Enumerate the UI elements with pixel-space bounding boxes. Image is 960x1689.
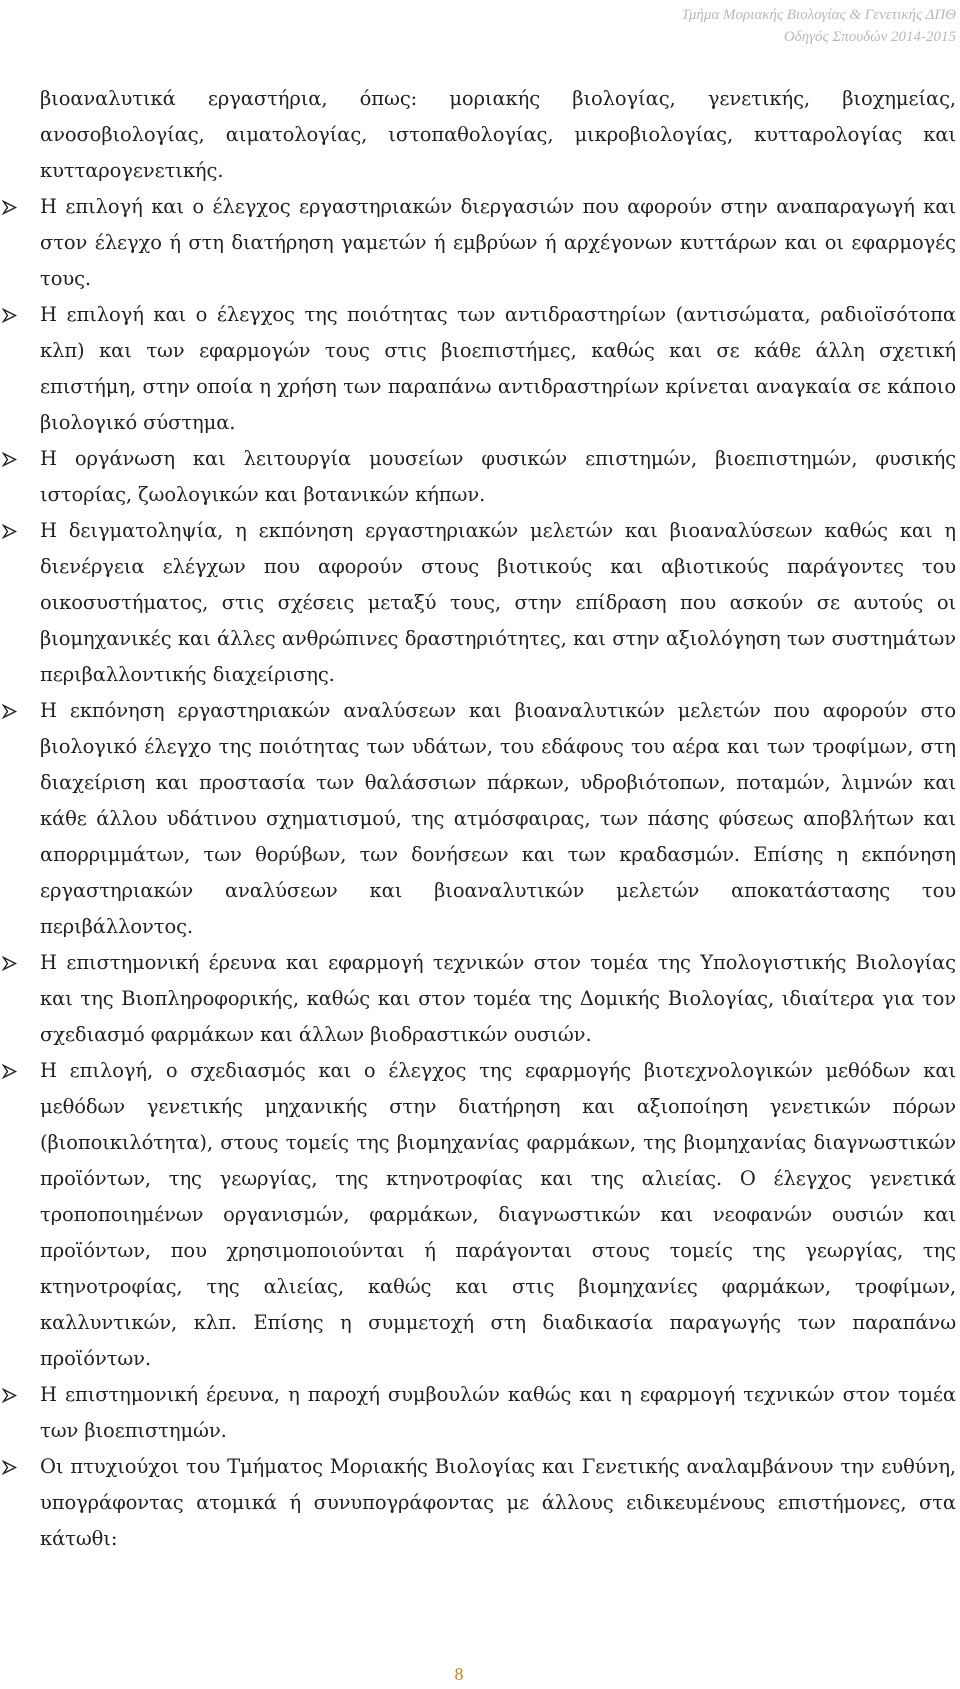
arrowhead-bullet-icon	[2, 441, 22, 477]
arrowhead-bullet-icon	[2, 297, 22, 333]
arrowhead-bullet-icon	[2, 693, 22, 729]
arrowhead-bullet-icon	[2, 1377, 22, 1413]
document-body	[40, 81, 956, 1557]
list-item-text: Η επιλογή, ο σχεδιασμός και ο έλεγχος της εφαρμογής βιοτεχνολογικών μεθόδων και μεθόδων γενετικής μηχανικής στην διατήρηση και αξιοποίηση γενετικών πόρων (βιοποικιλότητα), στους τομείς της βιομηχανίας φαρμάκων, της βιομηχανίας διαγνωστικών προϊόντων, της γεωργίας, της κτηνοτροφίας και της αλιείας. Ο έλεγχος γενετικά τροποποιημένων οργανισμών, φαρμάκων, διαγνωστικών και νεοφανών ουσιών και προϊόντων, που χρησιμοποιούνται ή παράγονται στους τομείς της γεωργίας, της κτηνοτροφίας, της αλιείας, καθώς και στις βιομηχανίες φαρμάκων, τροφίμων, καλλυντικών, κλπ. Επίσης η συμμετοχή στη διαδικασία παραγωγής των παραπάνω προϊόντων.	[40, 1059, 956, 1370]
list-item	[40, 513, 956, 693]
list-item	[40, 1053, 956, 1377]
arrowhead-bullet-icon	[2, 945, 22, 981]
list-item-text: Οι πτυχιούχοι του Τμήματος Μοριακής Βιολογίας και Γενετικής αναλαμβάνουν την ευθύνη, υπογράφοντας ατομικά ή συνυπογράφοντας με άλλους ειδικευμένους επιστήμονες, στα κάτωθι:	[40, 1455, 956, 1550]
list-item-text: Η επιλογή και ο έλεγχος της ποιότητας των αντιδραστηρίων (αντισώματα, ραδιοϊσότοπα κλπ) και των εφαρμογών τους στις βιοεπιστήμες, καθώς και σε κάθε άλλη σχετική επιστήμη, στην οποία η χρήση των παραπάνω αντιδραστηρίων κρίνεται αναγκαία σε κάποιο βιολογικό σύστημα.	[40, 303, 956, 434]
list-item	[40, 297, 956, 441]
list-item	[40, 945, 956, 1053]
list-item	[40, 441, 956, 513]
list-item-text: Η επιστημονική έρευνα, η παροχή συμβουλών καθώς και η εφαρμογή τεχνικών στον τομέα των βιοεπιστημών.	[40, 1383, 956, 1442]
list-item	[40, 1377, 956, 1449]
arrowhead-bullet-icon	[2, 189, 22, 225]
header-department: Τμήμα Μοριακής Βιολογίας & Γενετικής ΔΠΘ	[681, 7, 956, 23]
list-item	[40, 189, 956, 297]
arrowhead-bullet-icon	[2, 1449, 22, 1485]
header-guide-title: Οδηγός Σπουδών 2014-2015	[783, 29, 956, 45]
list-item-text: Η επιλογή και ο έλεγχος εργαστηριακών διεργασιών που αφορούν στην αναπαραγωγή και στον έλεγχο ή στη διατήρηση γαμετών ή εμβρύων ή αρχέγονων κυττάρων και οι εφαρμογές τους.	[40, 195, 956, 290]
list-item-text: Η δειγματοληψία, η εκπόνηση εργαστηριακών μελετών και βιοαναλύσεων καθώς και η διενέργεια ελέγχων που αφορούν στους βιοτικούς και αβιοτικούς παράγοντες του οικοσυστήματος, στις σχέσεις μεταξύ τους, στην επίδραση που ασκούν σε αυτούς οι βιομηχανικές και άλλες ανθρώπινες δραστηριότητες, και στην αξιολόγηση των συστημάτων περιβαλλοντικής διαχείρισης.	[40, 519, 956, 686]
list-item-text: Η οργάνωση και λειτουργία μουσείων φυσικών επιστημών, βιοεπιστημών, φυσικής ιστορίας, ζωολογικών και βοτανικών κήπων.	[40, 447, 956, 506]
arrowhead-bullet-icon	[2, 513, 22, 549]
list-item	[40, 693, 956, 945]
list-item	[40, 1449, 956, 1557]
list-item-text: Η εκπόνηση εργαστηριακών αναλύσεων και βιοαναλυτικών μελετών που αφορούν στο βιολογικό έλεγχο της ποιότητας των υδάτων, του εδάφους του αέρα και των τροφίμων, στη διαχείριση και προστασία των θαλάσσιων πάρκων, υδροβιότοπων, ποταμών, λιμνών και κάθε άλλου υδάτινου σχηματισμού, της ατμόσφαιρας, των πάσης φύσεως αποβλήτων και απορριμμάτων, των θορύβων, των δονήσεων και των κραδασμών. Επίσης η εκπόνηση εργαστηριακών αναλύσεων και βιοαναλυτικών μελετών αποκατάστασης του περιβάλλοντος.	[40, 699, 956, 938]
page-header	[681, 4, 956, 48]
list-item-text: Η επιστημονική έρευνα και εφαρμογή τεχνικών στον τομέα της Υπολογιστικής Βιολογίας και της Βιοπληροφορικής, καθώς και στον τομέα της Δομικής Βιολογίας, ιδιαίτερα για τον σχεδιασμό φαρμάκων και άλλων βιοδραστικών ουσιών.	[40, 951, 956, 1046]
arrowhead-bullet-icon	[2, 1053, 22, 1089]
page-number: 8	[454, 1664, 464, 1684]
bullet-list	[40, 189, 956, 1557]
intro-paragraph: βιοαναλυτικά εργαστήρια, όπως: μοριακής βιολογίας, γενετικής, βιοχημείας, ανοσοβιολογίας, αιματολογίας, ιστοπαθολογίας, μικροβιολογίας, κυτταρολογίας και κυτταρογενετικής.	[40, 87, 956, 182]
